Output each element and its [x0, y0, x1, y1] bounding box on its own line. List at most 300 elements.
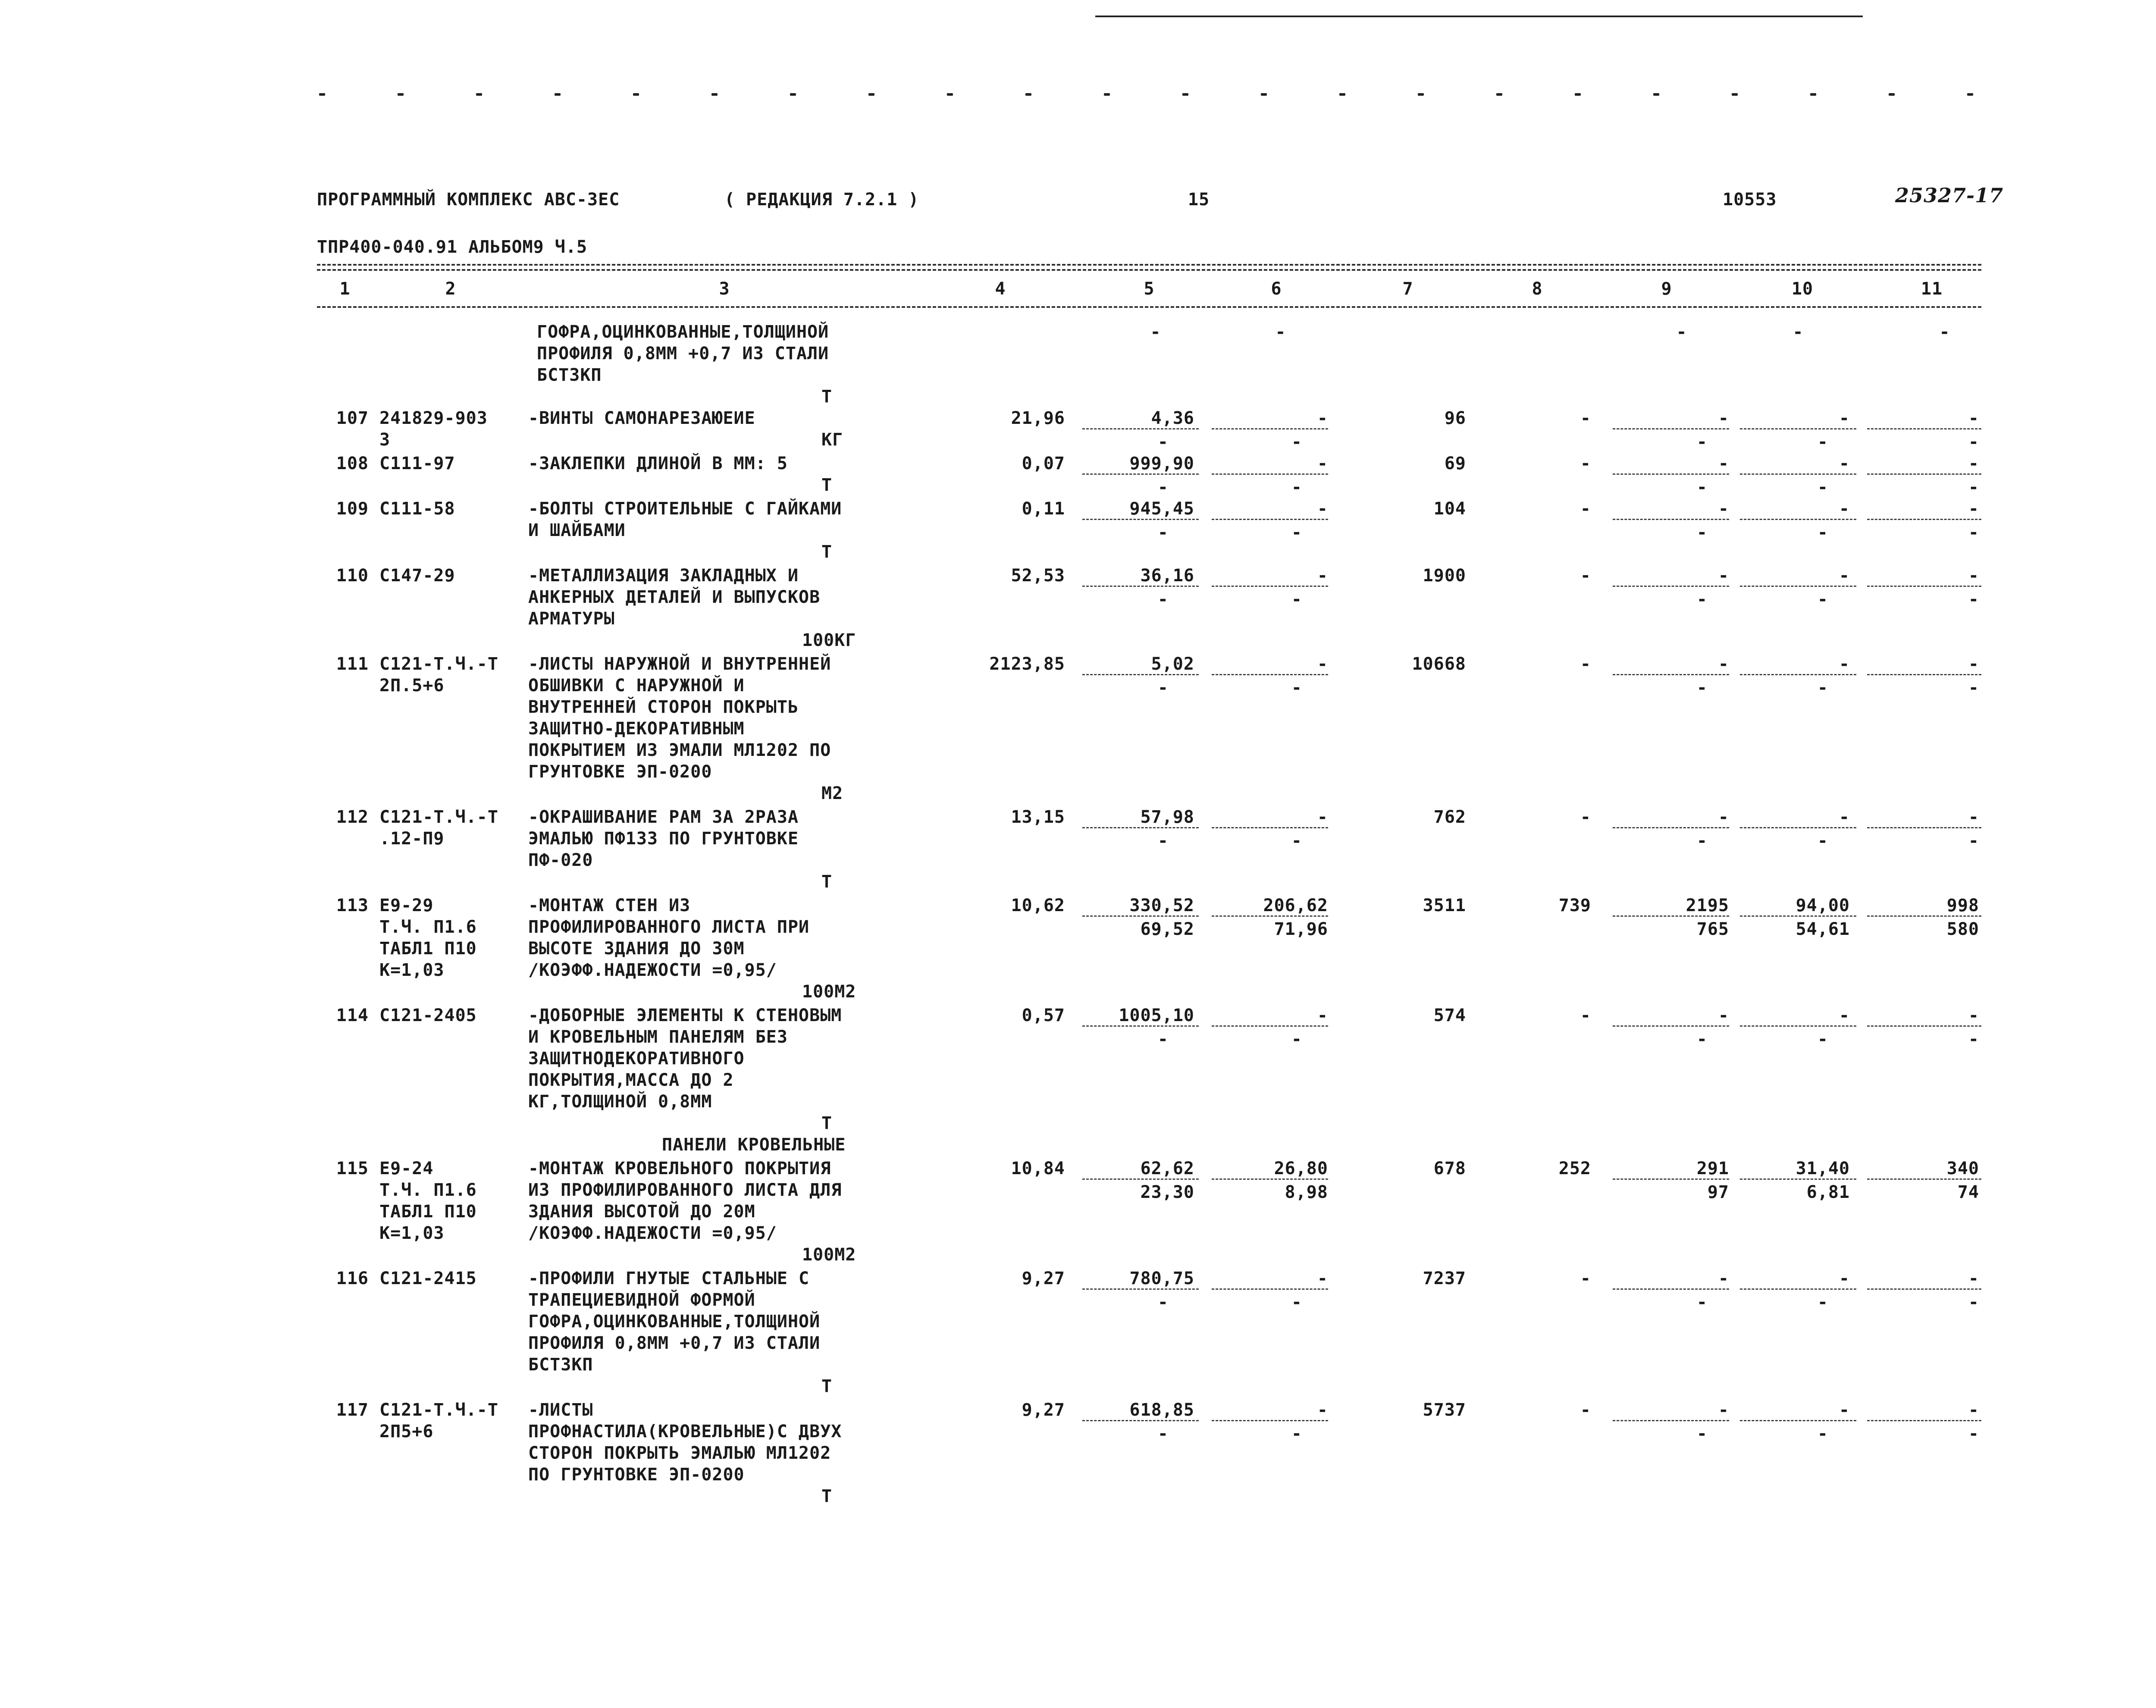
cell-labor-total-b: -: [1968, 523, 1979, 542]
row-unit: 100КГ: [802, 630, 856, 650]
cell-labor-total-b: -: [1968, 589, 1979, 609]
cell-total-wage-b: -: [1696, 678, 1708, 698]
cell-price-wage-b: -: [1291, 477, 1302, 497]
row-unit: Т: [821, 872, 833, 892]
sub-rule: [1867, 674, 1981, 675]
cell-labor: 31,40: [1796, 1159, 1850, 1178]
row-unit: Т: [821, 1376, 833, 1396]
cont-desc-line: ГОФРА,ОЦИНКОВАННЫЕ,ТОЛЩИНОЙ: [537, 322, 829, 342]
sub-rule: [1740, 915, 1856, 917]
sub-rule: [1082, 428, 1199, 429]
column-number: 5: [1144, 279, 1155, 299]
cont-desc-line: ПРОФИЛЯ 0,8ММ +0,7 ИЗ СТАЛИ: [537, 344, 829, 364]
perforation-dot: [1496, 93, 1502, 96]
cell-qty: 2123,85: [989, 654, 1065, 674]
cell-total: 678: [1433, 1159, 1466, 1178]
cell-total-wage: -: [1718, 1400, 1729, 1420]
sub-rule: [1082, 519, 1199, 520]
cell-total-wage: -: [1718, 1269, 1729, 1288]
sub-rule: [1212, 428, 1328, 429]
cell-total-wage: 291: [1696, 1159, 1729, 1178]
cell-total-wage-b: -: [1696, 831, 1708, 851]
row-code: С121-Т.Ч.-Т: [379, 1400, 498, 1420]
cell-total-machine: -: [1580, 499, 1591, 519]
row-code: Т.Ч. П1.6: [379, 917, 477, 937]
row-code: С111-58: [379, 499, 455, 519]
cell-price-b: 23,30: [1140, 1182, 1194, 1202]
perforation-dot: [790, 93, 796, 96]
cell-labor-b: -: [1817, 1292, 1828, 1312]
cell-total-machine: -: [1580, 566, 1591, 586]
table-rule-top2: [317, 269, 1981, 271]
cell-labor: -: [1839, 654, 1850, 674]
cell-labor-total-b: -: [1968, 678, 1979, 698]
cell-labor-b: -: [1817, 831, 1828, 851]
sub-rule: [1082, 674, 1199, 675]
row-description: -ЛИСТЫ НАРУЖНОЙ И ВНУТРЕННЕЙ: [528, 654, 831, 674]
row-description: -ОКРАШИВАНИЕ РАМ ЗА 2РАЗА: [528, 807, 799, 827]
sub-rule: [1740, 473, 1856, 475]
sub-rule: [1613, 1420, 1729, 1421]
cell-labor-total-b: -: [1968, 1292, 1979, 1312]
row-description: -БОЛТЫ СТРОИТЕЛЬНЫЕ С ГАЙКАМИ: [528, 499, 842, 519]
row-unit: Т: [821, 542, 833, 562]
cell-total-wage-b: -: [1696, 1292, 1708, 1312]
row-description: -МОНТАЖ КРОВЕЛЬНОГО ПОКРЫТИЯ: [528, 1159, 831, 1178]
sub-rule: [1212, 827, 1328, 828]
cell-price-wage: -: [1317, 408, 1328, 428]
sub-rule: [1613, 586, 1729, 587]
row-unit: Т: [821, 1486, 833, 1506]
cell-labor: -: [1839, 1006, 1850, 1025]
cell-price: 36,16: [1140, 566, 1194, 586]
cell-qty: 0,11: [1022, 499, 1065, 519]
sub-rule: [1613, 674, 1729, 675]
sub-rule: [1212, 473, 1328, 475]
sub-rule: [1212, 915, 1328, 917]
cell-price-wage: 26,80: [1274, 1159, 1328, 1178]
cell-labor: -: [1839, 1400, 1850, 1420]
cell-labor-b: 6,81: [1806, 1182, 1850, 1202]
perforation-dot: [476, 93, 482, 96]
row-code: С121-2405: [379, 1006, 477, 1025]
cell-price: 945,45: [1129, 499, 1194, 519]
row-description: -ЛИСТЫ: [528, 1400, 593, 1420]
cell-qty: 13,15: [1011, 807, 1065, 827]
sub-rule: [1212, 1288, 1328, 1290]
cell-qty: 0,57: [1022, 1006, 1065, 1025]
cell-price-wage-b: -: [1291, 678, 1302, 698]
cell-price-wage-b: -: [1291, 831, 1302, 851]
cell-total-wage: -: [1718, 654, 1729, 674]
cell-total: 10668: [1412, 654, 1466, 674]
cell-total-wage-b: 765: [1696, 919, 1729, 939]
row-description: /КОЭФФ.НАДЕЖОСТИ =0,95/: [528, 1223, 777, 1243]
cell-price: 618,85: [1129, 1400, 1194, 1420]
cell-total-wage-b: -: [1696, 589, 1708, 609]
cell-total-machine: -: [1580, 654, 1591, 674]
row-code: 3: [379, 430, 391, 450]
sub-rule: [1212, 1025, 1328, 1027]
table-rule-top: [317, 264, 1981, 266]
row-code: ТАБЛ1 П10: [379, 1202, 477, 1222]
row-code: Е9-24: [379, 1159, 434, 1178]
column-number: 1: [339, 279, 351, 299]
cell-total: 3511: [1423, 896, 1466, 915]
cell-labor-total-b: 74: [1957, 1182, 1979, 1202]
edition-label: ( РЕДАКЦИЯ 7.2.1 ): [724, 190, 919, 210]
row-number: 111: [336, 654, 369, 674]
cell-total-wage-b: -: [1696, 432, 1708, 452]
row-code: ТАБЛ1 П10: [379, 939, 477, 959]
sub-rule: [1082, 915, 1199, 917]
sub-rule: [1867, 586, 1981, 587]
row-description: ПОКРЫТИЯ,МАССА ДО 2: [528, 1070, 734, 1090]
sub-rule: [1613, 1288, 1729, 1290]
cell-labor-total: -: [1968, 654, 1979, 674]
row-code: С121-Т.Ч.-Т: [379, 654, 498, 674]
cell-labor-total: 998: [1946, 896, 1979, 915]
row-description: -МЕТАЛЛИЗАЦИЯ ЗАКЛАДНЫХ И: [528, 566, 799, 586]
cell-labor-b: -: [1817, 678, 1828, 698]
sub-rule: [1613, 1178, 1729, 1180]
cell-total-machine: -: [1580, 1400, 1591, 1420]
row-description: ГРУНТОВКЕ ЭП-0200: [528, 762, 712, 782]
cell-price: 780,75: [1129, 1269, 1194, 1288]
perforation-dot: [398, 93, 404, 96]
perforation-dot: [868, 93, 874, 96]
cell-price-wage: 206,62: [1263, 896, 1328, 915]
cell-total-wage-b: -: [1696, 1029, 1708, 1049]
row-description: СТОРОН ПОКРЫТЬ ЭМАЛЬЮ МЛ1202: [528, 1443, 831, 1463]
row-unit: М2: [821, 783, 843, 803]
row-code: .12-П9: [379, 829, 445, 849]
sub-rule: [1740, 586, 1856, 587]
row-unit: 100М2: [802, 982, 856, 1002]
cell-labor-b: -: [1817, 589, 1828, 609]
perforation-dot: [1261, 93, 1267, 96]
perforation-dot: [1418, 93, 1424, 96]
row-description: -ВИНТЫ САМОНАРЕЗАЮЕИЕ: [528, 408, 755, 428]
row-description: ИЗ ПРОФИЛИРОВАННОГО ЛИСТА ДЛЯ: [528, 1180, 842, 1200]
cell-total: 5737: [1423, 1400, 1466, 1420]
perforation-dot: [1104, 93, 1110, 96]
row-description: ПФ-020: [528, 850, 593, 870]
cont-c10: -: [1792, 322, 1804, 342]
row-description: БСТ3КП: [528, 1355, 593, 1375]
cell-price-wage: -: [1317, 1006, 1328, 1025]
cell-price-b: -: [1157, 1029, 1169, 1049]
row-code: 2П5+6: [379, 1422, 434, 1442]
cell-labor-total: -: [1968, 566, 1979, 586]
row-number: 116: [336, 1269, 369, 1288]
sub-rule: [1867, 1288, 1981, 1290]
cell-labor-total-b: -: [1968, 477, 1979, 497]
cont-c11: -: [1939, 322, 1950, 342]
cell-labor-total: -: [1968, 807, 1979, 827]
perforation-dot: [947, 93, 953, 96]
column-number: 6: [1271, 279, 1282, 299]
cell-labor-b: -: [1817, 1424, 1828, 1444]
cont-c9: -: [1676, 322, 1687, 342]
cell-total-wage: -: [1718, 1006, 1729, 1025]
sub-rule: [1740, 1178, 1856, 1180]
row-description: ПРОФНАСТИЛА(КРОВЕЛЬНЫЕ)С ДВУХ: [528, 1422, 842, 1442]
sub-rule: [1740, 827, 1856, 828]
row-description: -ПРОФИЛИ ГНУТЫЕ СТАЛЬНЫЕ С: [528, 1269, 810, 1288]
row-unit: Т: [821, 1113, 833, 1133]
sub-rule: [1740, 1420, 1856, 1421]
sub-rule: [1613, 1025, 1729, 1027]
cell-labor: 94,00: [1796, 896, 1850, 915]
sub-rule: [1867, 1025, 1981, 1027]
cell-price-wage: -: [1317, 1400, 1328, 1420]
cell-price: 1005,10: [1119, 1006, 1194, 1025]
cell-price-b: 69,52: [1140, 919, 1194, 939]
cell-total-machine: -: [1580, 1006, 1591, 1025]
sub-rule: [1740, 428, 1856, 429]
cell-qty: 0,07: [1022, 454, 1065, 473]
perforation-dot: [1575, 93, 1581, 96]
cell-total-machine: -: [1580, 807, 1591, 827]
perforation-dot: [1025, 93, 1031, 96]
cell-price-wage-b: -: [1291, 523, 1302, 542]
cell-price: 62,62: [1140, 1159, 1194, 1178]
column-number: 4: [995, 279, 1006, 299]
cell-labor-total: 340: [1946, 1159, 1979, 1178]
sub-rule: [1212, 1420, 1328, 1421]
perforation-dot: [1339, 93, 1345, 96]
row-code: С121-Т.Ч.-Т: [379, 807, 498, 827]
cell-total-wage: -: [1718, 566, 1729, 586]
sub-rule: [1212, 1178, 1328, 1180]
cell-labor-b: -: [1817, 432, 1828, 452]
row-description: ГОФРА,ОЦИНКОВАННЫЕ,ТОЛЩИНОЙ: [528, 1312, 821, 1332]
perforation-dot: [1889, 93, 1895, 96]
row-description: АНКЕРНЫХ ДЕТАЛЕЙ И ВЫПУСКОВ: [528, 587, 821, 607]
cell-qty: 21,96: [1011, 408, 1065, 428]
sub-rule: [1082, 1178, 1199, 1180]
cell-labor: -: [1839, 454, 1850, 473]
sub-rule: [1212, 519, 1328, 520]
cell-qty: 9,27: [1022, 1400, 1065, 1420]
cell-labor-total: -: [1968, 454, 1979, 473]
sub-rule: [1740, 519, 1856, 520]
document-subtitle: ТПР400-040.91 АЛЬБОМ9 Ч.5: [317, 237, 588, 257]
row-number: 107: [336, 408, 369, 428]
cell-price-wage: -: [1317, 566, 1328, 586]
cell-price-b: -: [1157, 831, 1169, 851]
cell-price-b: -: [1157, 1424, 1169, 1444]
cell-price-wage-b: 71,96: [1274, 919, 1328, 939]
cell-price-b: -: [1157, 589, 1169, 609]
column-number: 2: [445, 279, 456, 299]
sub-rule: [1082, 1420, 1199, 1421]
cell-price: 330,52: [1129, 896, 1194, 915]
row-unit: КГ: [821, 430, 843, 450]
row-code: 241829-903: [379, 408, 488, 428]
cont-c5: -: [1150, 322, 1161, 342]
cell-labor-b: 54,61: [1796, 919, 1850, 939]
handwritten-code: 25327-17: [1895, 184, 2004, 207]
column-number: 7: [1402, 279, 1413, 299]
cell-labor-total-b: -: [1968, 1029, 1979, 1049]
sub-rule: [1867, 1178, 1981, 1180]
cell-qty: 10,62: [1011, 896, 1065, 915]
perforation-dot: [1810, 93, 1816, 96]
cell-price-b: -: [1157, 477, 1169, 497]
sub-rule: [1867, 915, 1981, 917]
cell-qty: 52,53: [1011, 566, 1065, 586]
row-description: -МОНТАЖ СТЕН ИЗ: [528, 896, 691, 915]
sub-rule: [1867, 428, 1981, 429]
cell-price-wage-b: 8,98: [1285, 1182, 1328, 1202]
perforation-dot: [319, 93, 325, 96]
column-number: 8: [1532, 279, 1543, 299]
sub-rule: [1613, 827, 1729, 828]
cell-price: 57,98: [1140, 807, 1194, 827]
cell-total: 96: [1444, 408, 1466, 428]
cell-total-wage-b: -: [1696, 523, 1708, 542]
cell-total: 1900: [1423, 566, 1466, 586]
cell-total-wage: 2195: [1686, 896, 1729, 915]
page-number: 15: [1188, 190, 1210, 210]
row-number: 110: [336, 566, 369, 586]
column-number: 10: [1791, 279, 1814, 299]
row-number: 108: [336, 454, 369, 473]
sub-rule: [1082, 827, 1199, 828]
cell-labor: -: [1839, 1269, 1850, 1288]
row-unit: Т: [821, 475, 833, 495]
sub-rule: [1867, 1420, 1981, 1421]
cell-price-wage: -: [1317, 454, 1328, 473]
cell-total-machine: -: [1580, 408, 1591, 428]
row-description: ПО ГРУНТОВКЕ ЭП-0200: [528, 1465, 745, 1485]
cell-total: 104: [1433, 499, 1466, 519]
cell-total: 762: [1433, 807, 1466, 827]
row-description: ВНУТРЕННЕЙ СТОРОН ПОКРЫТЬ: [528, 697, 799, 717]
sub-rule: [1740, 674, 1856, 675]
row-code: С147-29: [379, 566, 455, 586]
row-description: ВЫСОТЕ ЗДАНИЯ ДО 30М: [528, 939, 745, 959]
cell-labor-total-b: -: [1968, 1424, 1979, 1444]
cell-total-wage-b: -: [1696, 1424, 1708, 1444]
table-rule-header: [317, 306, 1981, 308]
cell-price: 999,90: [1129, 454, 1194, 473]
cell-total: 69: [1444, 454, 1466, 473]
row-description: /КОЭФФ.НАДЕЖОСТИ =0,95/: [528, 960, 777, 980]
perforation-dot: [1967, 93, 1973, 96]
row-code: С121-2415: [379, 1269, 477, 1288]
row-description: ПОКРЫТИЕМ ИЗ ЭМАЛИ МЛ1202 ПО: [528, 740, 831, 760]
sub-rule: [1740, 1025, 1856, 1027]
cell-price-wage: -: [1317, 807, 1328, 827]
row-code: Е9-29: [379, 896, 434, 915]
cell-total-wage: -: [1718, 454, 1729, 473]
scan-rule-top: [1095, 16, 1863, 17]
row-description: ЗДАНИЯ ВЫСОТОЙ ДО 20М: [528, 1202, 755, 1222]
row-description: ТРАПЕЦИЕВИДНОЙ ФОРМОЙ: [528, 1290, 755, 1310]
cell-total-wage: -: [1718, 807, 1729, 827]
cell-price-wage: -: [1317, 1269, 1328, 1288]
cell-labor: -: [1839, 408, 1850, 428]
row-description: ЭМАЛЬЮ ПФ133 ПО ГРУНТОВКЕ: [528, 829, 799, 849]
sub-rule: [1867, 827, 1981, 828]
sub-rule: [1613, 473, 1729, 475]
cell-price: 5,02: [1151, 654, 1194, 674]
sub-rule: [1212, 586, 1328, 587]
row-description: КГ,ТОЛЩИНОЙ 0,8ММ: [528, 1092, 712, 1112]
cell-labor-total: -: [1968, 1269, 1979, 1288]
cell-total-wage-b: -: [1696, 477, 1708, 497]
column-number: 3: [719, 279, 730, 299]
row-description: ОБШИВКИ С НАРУЖНОЙ И: [528, 676, 745, 696]
program-title: ПРОГРАММНЫЙ КОМПЛЕКС АВС-3ЕС: [317, 190, 620, 210]
cell-labor: -: [1839, 499, 1850, 519]
cell-qty: 9,27: [1022, 1269, 1065, 1288]
cell-total-machine: -: [1580, 1269, 1591, 1288]
cell-price-wage: -: [1317, 654, 1328, 674]
cell-labor-total: -: [1968, 1400, 1979, 1420]
cell-price-wage-b: -: [1291, 1029, 1302, 1049]
sub-rule: [1082, 586, 1199, 587]
document-code: 10553: [1723, 190, 1777, 210]
sub-rule: [1867, 473, 1981, 475]
row-description: И КРОВЕЛЬНЫМ ПАНЕЛЯМ БЕЗ: [528, 1027, 788, 1047]
row-description: -ДОБОРНЫЕ ЭЛЕМЕНТЫ К СТЕНОВЫМ: [528, 1006, 842, 1025]
cell-total-machine: -: [1580, 454, 1591, 473]
row-number: 112: [336, 807, 369, 827]
row-unit: 100М2: [802, 1245, 856, 1265]
row-extra-label: ПАНЕЛИ КРОВЕЛЬНЫЕ: [662, 1135, 846, 1155]
row-number: 115: [336, 1159, 369, 1178]
cell-total: 7237: [1423, 1269, 1466, 1288]
cont-c6: -: [1275, 322, 1286, 342]
cell-price-b: -: [1157, 678, 1169, 698]
cell-labor-total-b: 580: [1946, 919, 1979, 939]
perforation-dot: [1732, 93, 1738, 96]
row-description: АРМАТУРЫ: [528, 609, 615, 629]
cell-total-wage: -: [1718, 499, 1729, 519]
cell-total: 574: [1433, 1006, 1466, 1025]
cell-labor: -: [1839, 566, 1850, 586]
row-number: 114: [336, 1006, 369, 1025]
cell-qty: 10,84: [1011, 1159, 1065, 1178]
perforation-dot: [555, 93, 561, 96]
cell-price-wage-b: -: [1291, 589, 1302, 609]
row-code: К=1,03: [379, 960, 445, 980]
cell-labor-total: -: [1968, 1006, 1979, 1025]
row-code: Т.Ч. П1.6: [379, 1180, 477, 1200]
row-code: К=1,03: [379, 1223, 445, 1243]
row-description: ПРОФИЛЯ 0,8ММ +0,7 ИЗ СТАЛИ: [528, 1333, 821, 1353]
column-number: 11: [1921, 279, 1943, 299]
cell-price-b: -: [1157, 1292, 1169, 1312]
cell-total-wage-b: 97: [1707, 1182, 1729, 1202]
cell-price-wage: -: [1317, 499, 1328, 519]
column-number: 9: [1661, 279, 1672, 299]
cell-labor-total-b: -: [1968, 432, 1979, 452]
row-code: С111-97: [379, 454, 455, 473]
cell-price-wage-b: -: [1291, 1424, 1302, 1444]
cell-labor-total-b: -: [1968, 831, 1979, 851]
row-code: 2П.5+6: [379, 676, 445, 696]
cell-labor-b: -: [1817, 1029, 1828, 1049]
sub-rule: [1613, 915, 1729, 917]
perforation-dot: [1182, 93, 1188, 96]
cell-price-wage-b: -: [1291, 1292, 1302, 1312]
cell-labor-total: -: [1968, 499, 1979, 519]
